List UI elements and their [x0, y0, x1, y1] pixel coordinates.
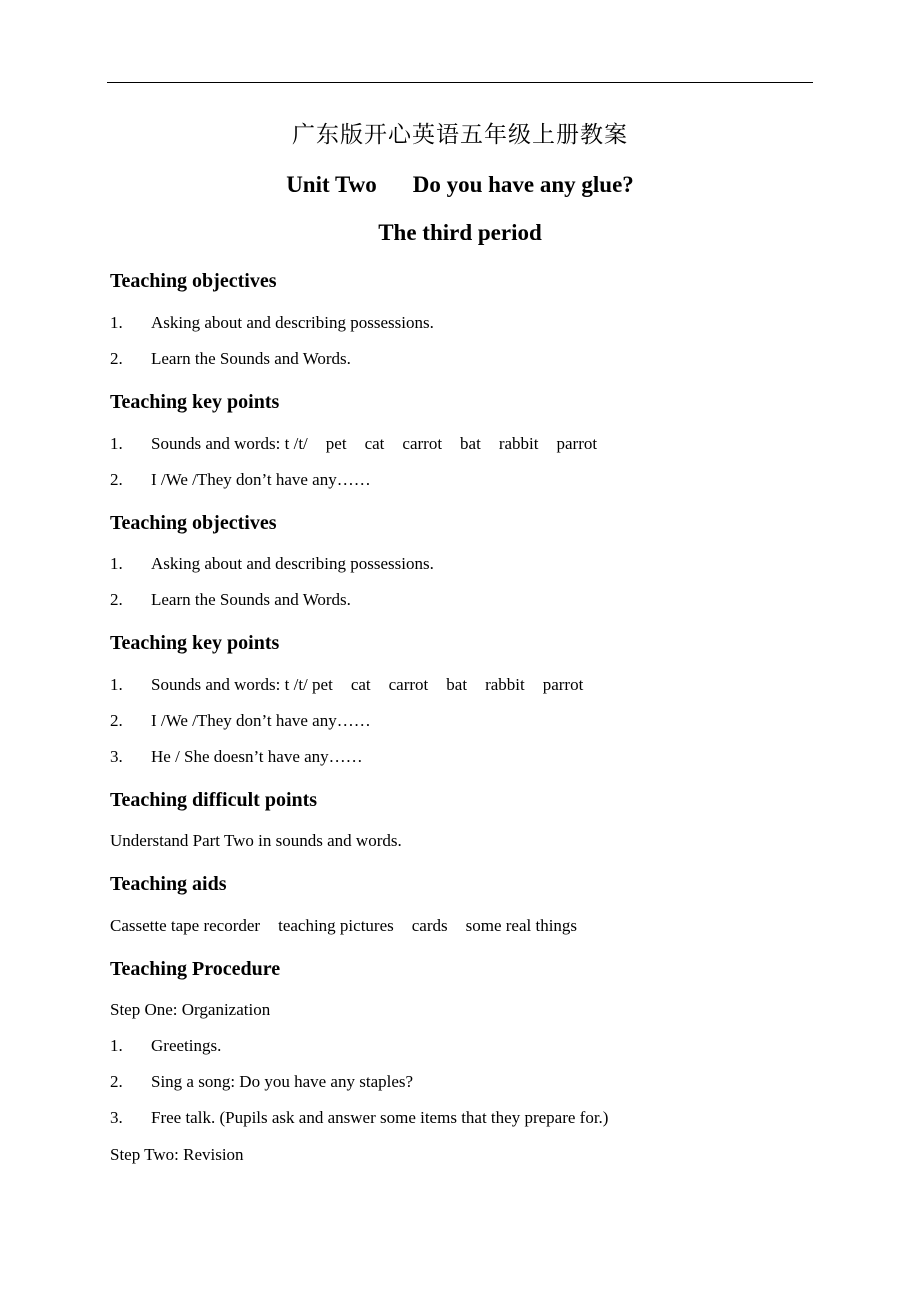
aid-item: teaching pictures — [278, 916, 394, 935]
aid-item: some real things — [465, 916, 578, 935]
vocab-word: parrot — [542, 675, 584, 694]
procedure-item: 1. Greetings. — [110, 1036, 222, 1055]
objective-item: 1. Asking about and describing possessions. — [110, 313, 434, 332]
heading-teaching-key-points: Teaching key points — [110, 632, 280, 654]
objective-item: 2. Learn the Sounds and Words. — [110, 590, 351, 609]
vocab-word: bat — [460, 434, 481, 453]
step-two-title: Step Two: Revision — [110, 1145, 244, 1164]
key-point-item: 1. Sounds and words: t /t/ pet cat carrot bat rabbit parrot — [110, 675, 584, 694]
heading-teaching-key-points: Teaching key points — [110, 391, 280, 413]
vocab-word: bat — [446, 675, 468, 694]
period-title: The third period — [378, 220, 542, 245]
procedure-item: 3. Free talk. (Pupils ask and answer some items that they prepare for.) — [110, 1108, 609, 1127]
procedure-item: 2. Sing a song: Do you have any staples? — [110, 1072, 414, 1091]
heading-teaching-aids: Teaching aids — [110, 873, 227, 895]
vocab-word: parrot — [556, 434, 598, 453]
objective-item: 1. Asking about and describing possessions. — [110, 554, 434, 573]
unit-name: Do you have any glue? — [412, 172, 634, 197]
heading-teaching-difficult-points: Teaching difficult points — [110, 789, 318, 811]
vocab-word: cat — [364, 434, 385, 453]
unit-title — [0, 170, 920, 200]
key-point-item: 2. I /We /They don’t have any…… — [110, 711, 371, 730]
key-point-item: 1. Sounds and words: t /t/ pet cat carrot bat rabbit parrot — [110, 434, 598, 453]
heading-teaching-objectives: Teaching objectives — [110, 512, 277, 534]
heading-teaching-procedure: Teaching Procedure — [110, 958, 281, 980]
header-rule — [107, 82, 813, 83]
document-title-chinese: 广东版开心英语五年级上册教案 — [292, 122, 628, 148]
aid-item: Cassette tape recorder — [110, 916, 261, 935]
vocab-word: rabbit — [498, 434, 539, 453]
difficult-points-text: Understand Part Two in sounds and words. — [110, 831, 402, 850]
objective-item: 2. Learn the Sounds and Words. — [110, 349, 351, 368]
vocab-word: cat — [350, 675, 371, 694]
vocab-word: carrot — [388, 675, 429, 694]
key-point-item: 2. I /We /They don’t have any…… — [110, 470, 371, 489]
heading-teaching-objectives: Teaching objectives — [110, 270, 277, 292]
vocab-word: pet — [325, 434, 347, 453]
teaching-aids-list — [110, 915, 577, 937]
vocab-word: rabbit — [485, 675, 525, 694]
key-point-item: 3. He / She doesn’t have any…… — [110, 747, 363, 766]
step-one-title: Step One: Organization — [110, 1000, 271, 1019]
aid-item: cards — [411, 916, 448, 935]
unit-number: Unit Two — [286, 172, 377, 197]
vocab-word: carrot — [402, 434, 443, 453]
